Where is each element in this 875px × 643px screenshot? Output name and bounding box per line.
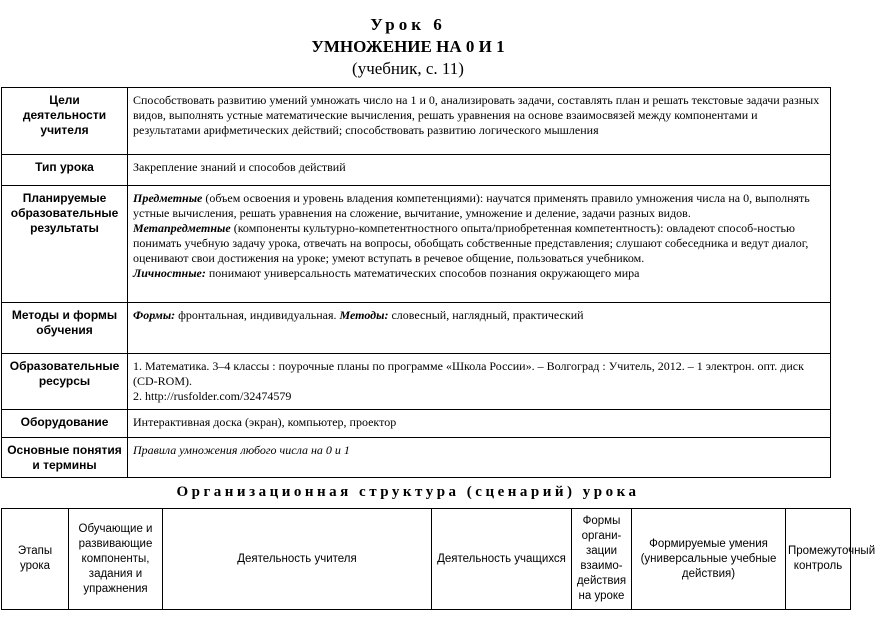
meta-results-heading: Метапредметные bbox=[133, 221, 231, 235]
row-goals bbox=[2, 88, 831, 155]
stages-header-row bbox=[2, 509, 851, 610]
lesson-type-label: Тип урока bbox=[2, 155, 128, 186]
personal-results-heading: Личностные: bbox=[133, 266, 206, 280]
subject-results-heading: Предметные bbox=[133, 191, 203, 205]
personal-results-text: понимают универсальность математических способов познания окружающего мира bbox=[205, 266, 640, 280]
resource-item-2: 2. http://rusfolder.com/32474579 bbox=[133, 389, 292, 403]
concepts-label: Основные понятия и термины bbox=[2, 438, 128, 478]
row-equipment bbox=[2, 410, 831, 438]
lesson-type-text: Закрепление знаний и способов действий bbox=[128, 155, 831, 186]
meta-results-text: (компоненты культурно-компетентностного опыта/приобретенная компетентность): овладеют способ-ностью понимать учебную задачу урока, отвечать на вопросы, обобщать собственные представления; слушают собеседника и ведут диалог, оценивают свои достижения на уроке; умеют вступать в речевое общение, пользоваться учебником. bbox=[133, 221, 809, 265]
header-components: Обучающие и развивающие компоненты, задания и упражнения bbox=[69, 509, 163, 610]
resource-item-1: 1. Математика. 3–4 классы : поурочные планы по программе «Школа России». – Волгоград : Учитель, 2012. – 1 электрон. опт. диск (CD-ROM). bbox=[133, 359, 804, 388]
results-label: Планируемые образовательные результаты bbox=[2, 186, 128, 303]
row-methods bbox=[2, 303, 831, 354]
forms-text: фронтальная, индивидуальная. bbox=[175, 308, 340, 322]
header-interaction-forms: Формы органи-зации взаимо-действия на уроке bbox=[572, 509, 632, 610]
lesson-info-table bbox=[1, 87, 831, 478]
methods-text bbox=[128, 303, 831, 354]
row-resources bbox=[2, 354, 831, 410]
resources-label: Образовательные ресурсы bbox=[2, 354, 128, 410]
header-stages: Этапы урока bbox=[2, 509, 69, 610]
header-control: Промежуточный контроль bbox=[786, 509, 851, 610]
equipment-text: Интерактивная доска (экран), компьютер, проектор bbox=[128, 410, 831, 438]
lesson-number: Урок 6 bbox=[370, 15, 446, 34]
methods-heading: Методы: bbox=[339, 308, 389, 322]
results-text bbox=[128, 186, 831, 303]
forms-heading: Формы: bbox=[133, 308, 176, 322]
row-concepts bbox=[2, 438, 831, 478]
lesson-stages-table bbox=[1, 508, 875, 610]
subject-results-text: (объем освоения и уровень владения компетенциями): научатся применять правило умножения числа на 0, выполнять устные вычисления, решать уравнения на сложение, вычитание, умножение и деление, задачи разных видов. bbox=[133, 191, 810, 220]
row-lesson-type bbox=[2, 155, 831, 186]
equipment-label: Оборудование bbox=[2, 410, 128, 438]
row-planned-results bbox=[2, 186, 831, 303]
textbook-reference: (учебник, с. 11) bbox=[352, 59, 464, 78]
lesson-title-block bbox=[0, 14, 816, 80]
header-student-activity: Деятельность учащихся bbox=[432, 509, 572, 610]
methods-list-text: словесный, наглядный, практический bbox=[388, 308, 584, 322]
resources-text bbox=[128, 354, 831, 410]
methods-label: Методы и формы обучения bbox=[2, 303, 128, 354]
lesson-topic: УМНОЖЕНИЕ НА 0 И 1 bbox=[311, 37, 505, 56]
concepts-text: Правила умножения любого числа на 0 и 1 bbox=[128, 438, 831, 478]
goals-text: Способствовать развитию умений умножать число на 1 и 0, анализировать задачи, составлять план и решать текстовые задачи разных видов, выполнять устные математические вычисления, решать уравнения на основе взаимосвязей между компонентами и результатами арифметических действий; способствовать развитию логического мышления bbox=[128, 88, 831, 155]
section-title: Организационная структура (сценарий) урока bbox=[176, 484, 640, 500]
header-teacher-activity: Деятельность учителя bbox=[163, 509, 432, 610]
goals-label: Цели деятельности учителя bbox=[2, 88, 128, 155]
header-skills: Формируемые умения (универсальные учебные действия) bbox=[632, 509, 786, 610]
